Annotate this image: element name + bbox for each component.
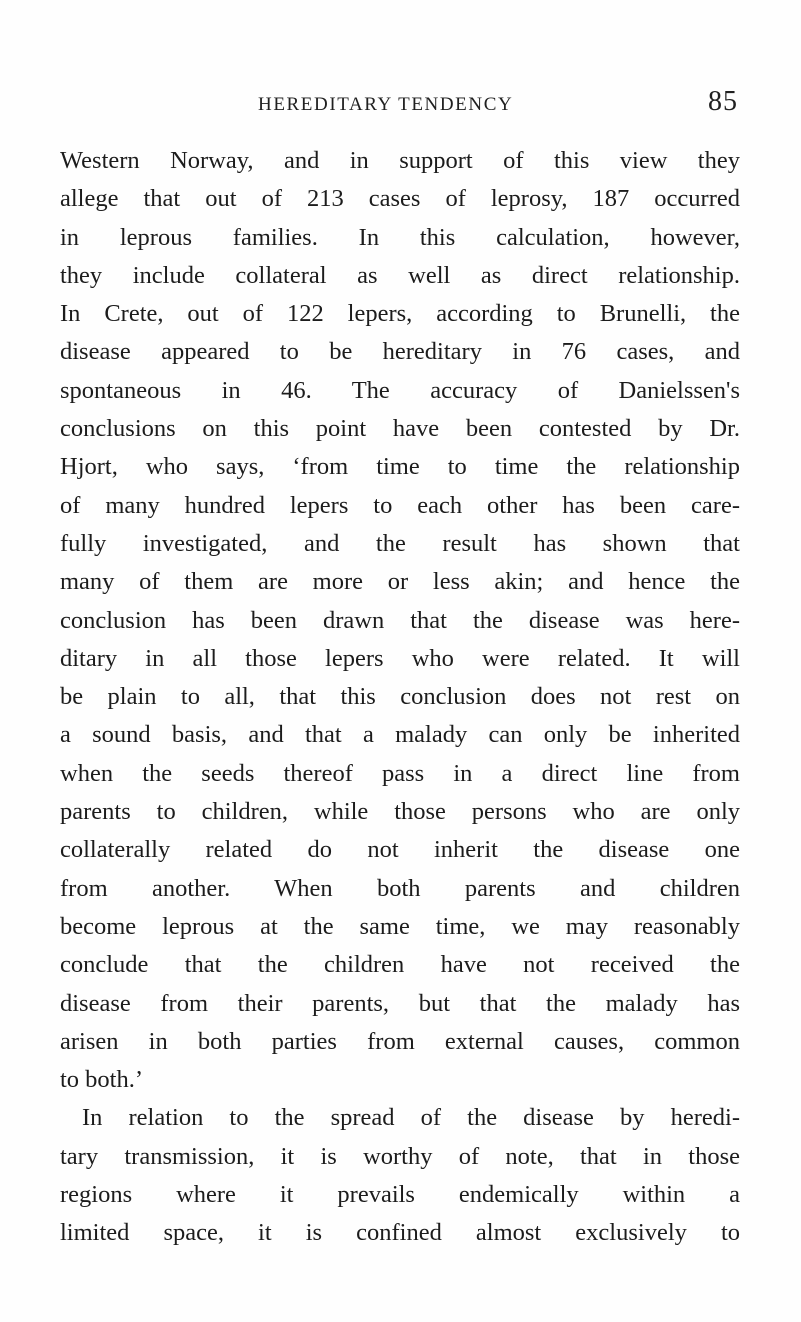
text-line: conclusion has been drawn that the disease was here- bbox=[60, 606, 740, 634]
text-line: in leprous families. In this calculation, however, bbox=[60, 223, 740, 251]
text-line: to both.’ bbox=[60, 1066, 144, 1094]
running-head bbox=[258, 86, 738, 122]
text-line: parents to children, while those persons who are only bbox=[60, 798, 740, 826]
text-line: collaterally related do not inherit the disease one bbox=[60, 836, 740, 864]
text-line: of many hundred lepers to each other has been care- bbox=[60, 491, 740, 519]
text-line: conclusions on this point have been contested by Dr. bbox=[60, 415, 740, 443]
text-line: be plain to all, that this conclusion does not rest on bbox=[60, 683, 740, 711]
text-line: they include collateral as well as direct relationship. bbox=[60, 261, 740, 289]
text-line: spontaneous in 46. The accuracy of Danielssen's bbox=[60, 376, 740, 404]
text-line: fully investigated, and the result has shown that bbox=[60, 529, 740, 557]
text-line: Hjort, who says, ‘from time to time the relationship bbox=[60, 453, 740, 481]
text-line: a sound basis, and that a malady can only be inherited bbox=[60, 721, 740, 749]
running-title: HEREDITARY TENDENCY bbox=[258, 94, 514, 115]
text-line: limited space, it is confined almost exclusively to bbox=[60, 1219, 740, 1247]
paragraph-first-line: In relation to the spread of the disease by heredi- bbox=[82, 1104, 740, 1132]
text-line: arisen in both parties from external causes, common bbox=[60, 1027, 740, 1055]
text-line: many of them are more or less akin; and hence the bbox=[60, 568, 740, 596]
text-line: become leprous at the same time, we may reasonably bbox=[60, 912, 740, 940]
text-line: ditary in all those lepers who were related. It will bbox=[60, 644, 740, 672]
text-line: when the seeds thereof pass in a direct line from bbox=[60, 759, 740, 787]
text-line: Western Norway, and in support of this view they bbox=[60, 147, 740, 174]
text-line: regions where it prevails endemically within a bbox=[60, 1181, 740, 1209]
text-line: tary transmission, it is worthy of note, that in those bbox=[60, 1142, 740, 1170]
text-line: disease from their parents, but that the malady has bbox=[60, 989, 740, 1017]
body-text bbox=[60, 142, 740, 1253]
page-number: 85 bbox=[708, 86, 738, 117]
text-line: In Crete, out of 122 lepers, according to Brunelli, the bbox=[60, 300, 740, 328]
text-line: conclude that the children have not received the bbox=[60, 951, 740, 979]
text-line: allege that out of 213 cases of leprosy, 187 occurred bbox=[60, 185, 740, 213]
text-line: disease appeared to be hereditary in 76 cases, and bbox=[60, 338, 740, 366]
text-line: from another. When both parents and children bbox=[60, 874, 740, 902]
